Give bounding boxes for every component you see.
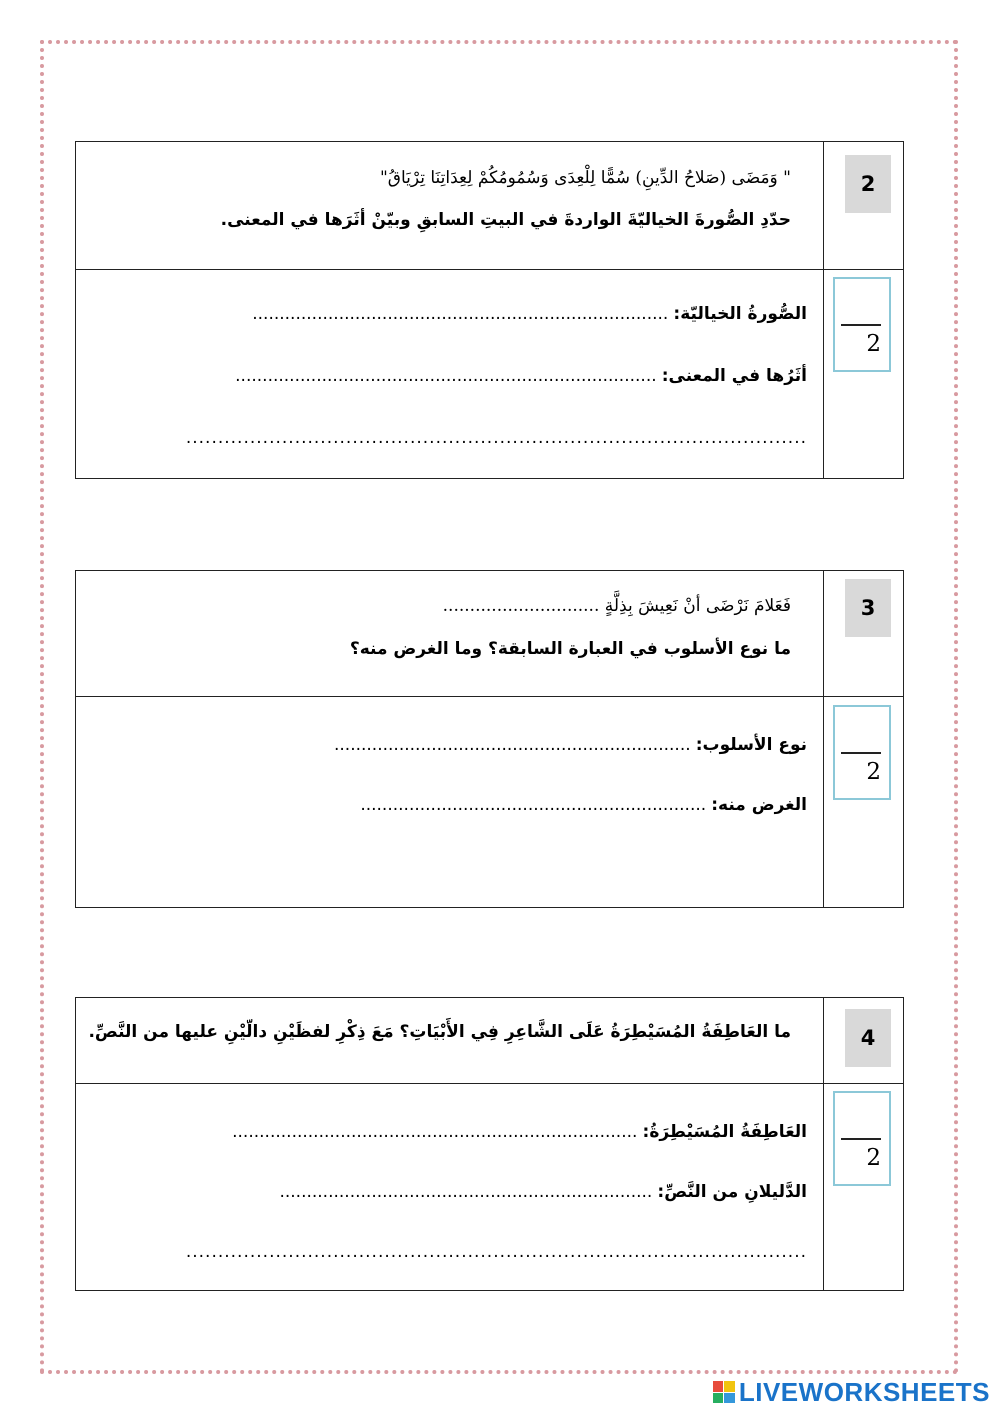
question-number-cell [823,571,903,696]
answer-label: أثَرُها في المعنى: [661,366,807,386]
answer-blank[interactable]: .............................................................................. [235,366,657,386]
answer-line[interactable] [86,428,807,448]
question-3-answer-row [76,697,903,907]
answer-blank[interactable]: ............................................................................. [252,304,669,324]
question-4-table [75,997,904,1291]
answer-label: الصُّورةُ الخياليّة: [673,304,807,324]
liveworksheets-logo [713,1378,990,1406]
question-number-cell [823,142,903,269]
score-value: 2 [866,1145,881,1171]
liveworksheets-logo-icon [713,1381,735,1403]
answer-label: الدَّليلانِ من النَّصِّ: [657,1182,807,1202]
question-2-answer-row [76,270,903,478]
answer-line[interactable] [86,1122,807,1142]
answer-label: العَاطِفَةُ المُسَيْطِرَةُ: [642,1122,807,1142]
score-blank-line [841,324,881,326]
answer-blank[interactable]: ................................................................................................. [185,428,807,448]
question-number: 3 [845,579,891,637]
score-cell [823,270,903,478]
score-box [833,705,891,800]
answer-label: الغرض منه: [711,795,807,815]
question-instruction: ما العَاطِفَةُ المُسَيْطِرَةُ عَلَى الشَّاعِرِ فِي الأَبْيَاتِ؟ مَعَ ذِكْرِ لفظَيْنِ دالّيْنِ عليها من النَّصِّ. [88,1022,791,1042]
score-box [833,1091,891,1186]
answer-blank[interactable]: ........................................................................... [232,1122,638,1142]
question-number-cell [823,998,903,1083]
question-number: 4 [845,1009,891,1067]
question-2-prompt-row [76,142,903,270]
answer-blank[interactable]: ................................................................ [360,795,707,815]
score-box [833,277,891,372]
answer-blank[interactable]: .................................................................. [333,735,691,755]
answer-line[interactable] [86,1242,807,1262]
answer-line[interactable] [86,366,807,386]
score-value: 2 [866,331,881,357]
verse-text: " وَمَضَى (صَلاحُ الدِّينِ) سُمًّا لِلْعِدَى وَسُمُومُكُمْ لِعِدَاتِنَا تِرْيَاقُ" [379,168,791,188]
answer-line[interactable] [86,304,807,324]
question-4-prompt-row [76,998,903,1084]
question-3-table [75,570,904,908]
logo-text: LIVEWORKSHEETS [738,1376,990,1407]
verse-text: فَعَلامَ نَرْضَى أنْ نَعِيشَ بِذِلَّةٍ ............................. [442,596,791,616]
score-cell [823,697,903,907]
score-blank-line [841,752,881,754]
score-blank-line [841,1138,881,1140]
question-4-answer-row [76,1084,903,1290]
answer-line[interactable] [86,735,807,755]
answer-blank[interactable]: ..................................................................... [279,1182,653,1202]
score-value: 2 [866,759,881,785]
score-cell [823,1084,903,1290]
answer-line[interactable] [86,795,807,815]
question-2-table [75,141,904,479]
question-instruction: ما نوع الأسلوب في العبارة السابقة؟ وما الغرض منه؟ [349,639,791,659]
answer-label: نوع الأسلوب: [695,735,807,755]
answer-line[interactable] [86,1182,807,1202]
answer-blank[interactable]: ................................................................................................. [185,1242,807,1262]
question-3-prompt-row [76,571,903,697]
question-instruction: حدّدِ الصُّورةَ الخياليّةَ الواردةَ في البيتِ السابقِ وبيّنْ أثَرَها في المعنى. [220,210,791,230]
question-number: 2 [845,155,891,213]
